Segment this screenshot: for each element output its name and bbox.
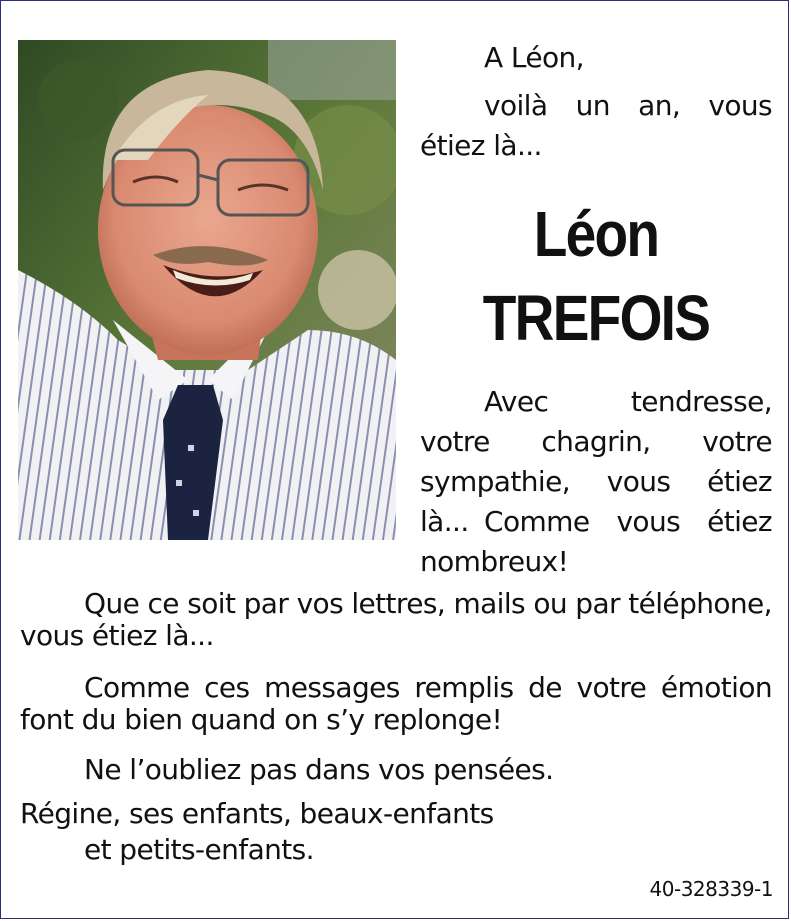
reference-number: 40-328339-1	[649, 877, 773, 901]
paragraph-letters-text: Que ce soit par vos lettres, mails ou par téléphone, vous étiez là...	[20, 587, 772, 652]
paragraph-numerous	[420, 502, 772, 582]
greeting-text: A Léon,	[484, 41, 584, 74]
paragraph-letters	[20, 588, 772, 652]
signature-line-2	[20, 834, 772, 866]
paragraph-remember	[20, 754, 772, 786]
signature-line-2-text: et petits-enfants.	[84, 833, 314, 866]
paragraph-remember-text: Ne l’oubliez pas dans vos pensées.	[84, 753, 554, 786]
signature-line-1: Régine, ses enfants, beaux-enfants	[20, 797, 494, 830]
deceased-first-name: Léon	[533, 198, 659, 270]
greeting	[420, 38, 772, 78]
paragraph-tenderness-text: Avec tendresse, votre chagrin, votre sympathie, vous étiez là...	[420, 385, 772, 538]
paragraph-messages	[20, 672, 772, 736]
portrait-photo	[18, 40, 396, 540]
intro-paragraph	[420, 86, 772, 166]
paragraph-messages-text: Comme ces messages remplis de votre émotion font du bien quand on s’y replonge!	[20, 671, 772, 736]
paragraph-numerous-text: Comme vous étiez nombreux!	[420, 505, 772, 578]
deceased-last-name: TREFOIS	[482, 282, 710, 354]
intro-text: voilà un an, vous étiez là...	[420, 89, 772, 162]
